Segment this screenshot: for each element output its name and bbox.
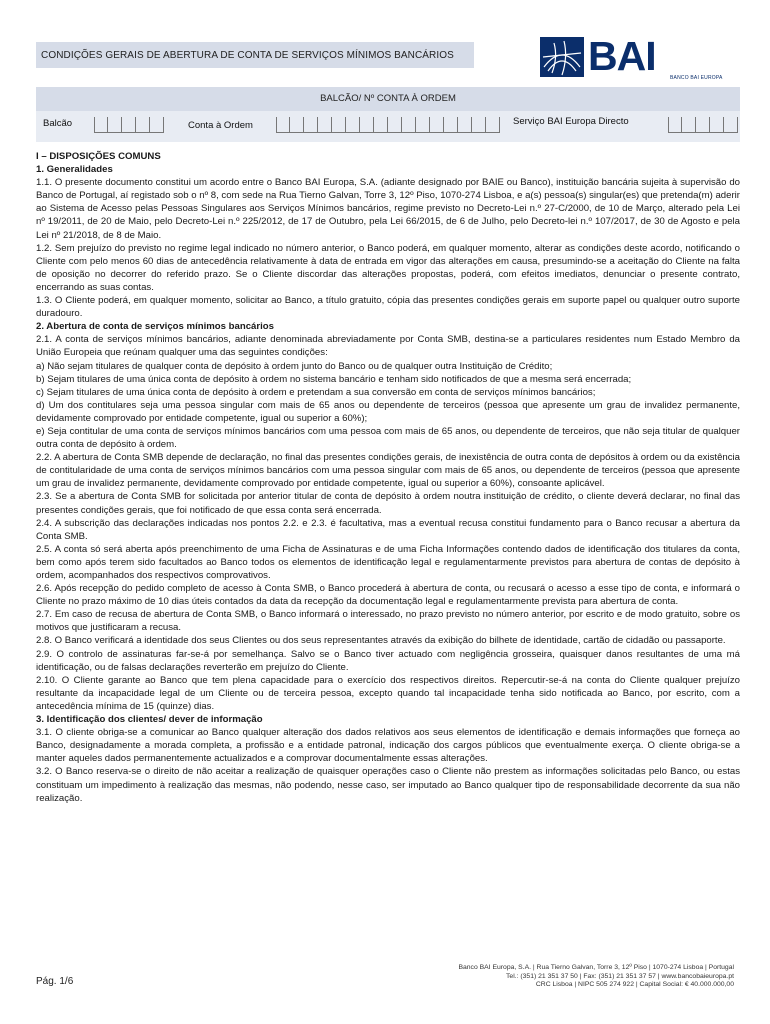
clause-paragraph: a) Não sejam titulares de qualquer conta de depósito à ordem junto do Banco ou de qualquer outra Instituição de Crédito; bbox=[36, 360, 553, 372]
clause-paragraph: 1.1. O presente documento constitui um acordo entre o Banco BAI Europa, S.A. (adiante designado por BAIE ou Banco), instituição bancária sujeita à supervisão do Banco de Portugal, aí registado sob o nº 8, com sede na Rua Tierno Galvan, Torre 3, 12º Piso, 1070-274 Lisboa, e a(s) pessoa(s) singular(es) que pretenda(m) aderir ao Sistema de Acesso pelas Pessoas Singulares aos Serviços Mínimos bancários, regime previsto no Decreto-Lei n.º 27-C/2000, de 10 de Março, alterado pela Lei nº 19/2011, de 20 de Maio, pelo Decreto-Lei n.º 225/2012, de 17 de Outubro, pela Lei 66/2015, de 6 de Julho, pelo Decreto-lei n.º 107/2017, de 30 de Agosto e pela Lei nº 21/2018, de 8 de Maio. bbox=[36, 177, 740, 241]
clause-paragraph: 2.10. O Cliente garante ao Banco que tem plena capacidade para o exercício dos respectivos direitos. Repercutir-se-á na conta do Cliente qualquer prejuízo resultante da incapacidade legal de um Cliente ou de terceira pessoa, excepto quando tal incapacidade tenha sido notificada ao Banco, por escrito, com a antecedência mínima de 15 (quinze) dias. bbox=[36, 674, 740, 712]
clause-paragraph: 2.6. Após recepção do pedido completo de acesso à Conta SMB, o Banco procederá à abertura de conta, ou recusará o acesso a esse tipo de conta, e informará o Cliente no prazo máximo de 10 dias úteis contados da data da recepção da documentação legal e regulamentarmente prevista para abertura de conta. bbox=[36, 583, 740, 608]
clause-paragraph: 1.2. Sem prejuízo do previsto no regime legal indicado no número anterior, o Banco poderá, em qualquer momento, alterar as condições deste acordo, notificando o Cliente com pelo menos 60 dias de antecedência relativamente à data de entrada em vigor das alterações em causa, presumindo-se a aceitação do Cliente na falta de oposição no decorrer do referido prazo. Se o Cliente discordar das alterações propostas, poderá, com efeitos imediatos, denunciar o presente contrato, encerrando as suas contas. bbox=[36, 242, 740, 293]
servico-directo-label: Serviço BAI Europa Directo bbox=[513, 116, 629, 127]
document-body bbox=[36, 150, 740, 805]
clause-paragraph: 2.7. Em caso de recusa de abertura de Conta SMB, o Banco informará o interessado, no prazo previsto no número anterior, por escrito e de modo gratuito, sobre os motivos que justificaram a recusa. bbox=[36, 609, 740, 634]
globe-icon bbox=[540, 37, 584, 77]
clause-paragraph: c) Sejam titulares de uma única conta de depósito à ordem e pretendam a sua conversão em conta de serviços mínimos bancários; bbox=[36, 386, 596, 398]
clause-paragraph: 2.4. A subscrição das declarações indicadas nos pontos 2.2. e 2.3. é facultativa, mas a eventual recusa constitui fundamento para o Banco recusar a abertura da Conta SMB. bbox=[36, 517, 740, 542]
servico-directo-input[interactable] bbox=[668, 117, 738, 133]
section-heading: I – DISPOSIÇÕES COMUNS bbox=[36, 151, 161, 162]
footer-line: Tel.: (351) 21 351 37 50 | Fax: (351) 21 351 37 57 | www.bancobaieuropa.pt bbox=[506, 972, 734, 980]
clause-paragraph: 2.1. A conta de serviços mínimos bancários, adiante denominada abreviadamente por Conta SMB, destina-se a particulares residentes num Estado Membro da União Europeia que reúnam qualquer uma das seguintes condições: bbox=[36, 334, 740, 359]
balcao-input[interactable] bbox=[94, 117, 164, 133]
bai-logo bbox=[540, 33, 740, 85]
document-title-bar bbox=[36, 42, 474, 68]
section-heading: 2. Abertura de conta de serviços mínimos bancários bbox=[36, 321, 274, 333]
clause-paragraph: 2.5. A conta só será aberta após preenchimento de uma Ficha de Assinaturas e de uma Ficha Informações contendo dados de identificação dos titulares da conta, bem como após terem sido facultados ao Banco todos os elementos de identificação legal e regulamentarmente previstos para abertura de contas de depósito à ordem, acompanhados dos respectivos comprovativos. bbox=[36, 543, 740, 581]
clause-paragraph: 2.3. Se a abertura de Conta SMB for solicitada por anterior titular de conta de depósito à ordem noutra instituição de crédito, o cliente deverá declarar, no final das presentes condições gerais, que foi notificado de que essa conta será encerrada. bbox=[36, 491, 740, 516]
logo-wordmark: BAI bbox=[588, 33, 656, 79]
footer-line: CRC Lisboa | NIPC 505 274 922 | Capital Social: € 40.000.000,00 bbox=[535, 981, 734, 989]
section-heading: 3. Identificação dos clientes/ dever de informação bbox=[36, 714, 263, 726]
form-header: BALCÃO/ Nº CONTA À ORDEM bbox=[320, 93, 456, 104]
footer-address bbox=[458, 964, 734, 990]
section-heading: 1. Generalidades bbox=[36, 164, 113, 176]
document-title: CONDIÇÕES GERAIS DE ABERTURA DE CONTA DE SERVIÇOS MÍNIMOS BANCÁRIOS bbox=[41, 49, 454, 61]
clause-paragraph: d) Um dos contitulares seja uma pessoa singular com mais de 65 anos ou dependente de terceiros (pessoa que apresente um grau de invalidez permanente, devidamente comprovado por entidade competente, igual ou superior a 60%); bbox=[36, 399, 740, 424]
balcao-label: Balcão bbox=[43, 118, 73, 129]
clause-paragraph: e) Seja contitular de uma conta de serviços mínimos bancários com uma pessoa com mais de 65 anos, ou dependente de terceiros, que não seja titular de qualquer outra conta de depósito à ordem. bbox=[36, 425, 740, 451]
clause-paragraph: 3.2. O Banco reserva-se o direito de não aceitar a realização de quaisquer operações caso o Cliente não prestem as informações solicitadas pelo Banco, ou estas constituam um impedimento à realização das mesmas, não podendo, nesse caso, ser imputado ao Banco qualquer tipo de responsabilidade decorrente da sua não realização. bbox=[36, 766, 740, 804]
clause-paragraph: 2.2. A abertura de Conta SMB depende de declaração, no final das presentes condições gerais, de inexistência de outra conta de depósitos à ordem ou da existência de contitularidade de uma conta de serviços mínimos bancários com uma pessoa singular com mais de 65 anos, ou dependente de terceiros (pessoa que apresente um grau de invalidez permanente, devidamente comprovado por entidade competente, igual ou superior a 60%), consoante aplicável. bbox=[36, 452, 741, 490]
page-number: Pág. 1/6 bbox=[36, 976, 74, 987]
clause-paragraph: 2.8. O Banco verificará a identidade dos seus Clientes ou dos seus representantes através da exibição do bilhete de identidade, cartão de cidadão ou passaporte. bbox=[36, 635, 726, 647]
conta-ordem-label: Conta à Ordem bbox=[188, 120, 253, 131]
clause-paragraph: b) Sejam titulares de uma única conta de depósito à ordem no sistema bancário e tenham sido notificados de que a mesma será encerrada; bbox=[36, 373, 632, 385]
clause-paragraph: 1.3. O Cliente poderá, em qualquer momento, solicitar ao Banco, a título gratuito, cópia das presentes condições gerais em suporte papel ou qualquer outro suporte duradouro. bbox=[36, 295, 740, 320]
logo-subtitle: BANCO BAI EUROPA bbox=[670, 75, 723, 81]
clause-paragraph: 2.9. O controlo de assinaturas far-se-á por semelhança. Salvo se o Banco tiver actuado com negligência grosseira, quaisquer danos resultantes de uma má identificação, ou de falsas declarações reverterão em prejuízo do Cliente. bbox=[36, 648, 740, 673]
conta-ordem-input[interactable] bbox=[276, 117, 500, 133]
clause-paragraph: 3.1. O cliente obriga-se a comunicar ao Banco qualquer alteração dos dados relativos aos seus elementos de identificação e demais informações que forneça ao Banco, designadamente a morada completa, a profissão e a entidade patronal, indicação dos cargos públicos que eventualmente exerça. O cliente obriga-se a manter aqueles dados permanentemente actualizados e a comprovar documentalmente essas alterações. bbox=[36, 727, 740, 765]
footer-line: Banco BAI Europa, S.A. | Rua Tierno Galvan, Torre 3, 12º Piso | 1070-274 Lisboa | Portugal bbox=[458, 964, 734, 971]
account-form bbox=[36, 87, 740, 142]
